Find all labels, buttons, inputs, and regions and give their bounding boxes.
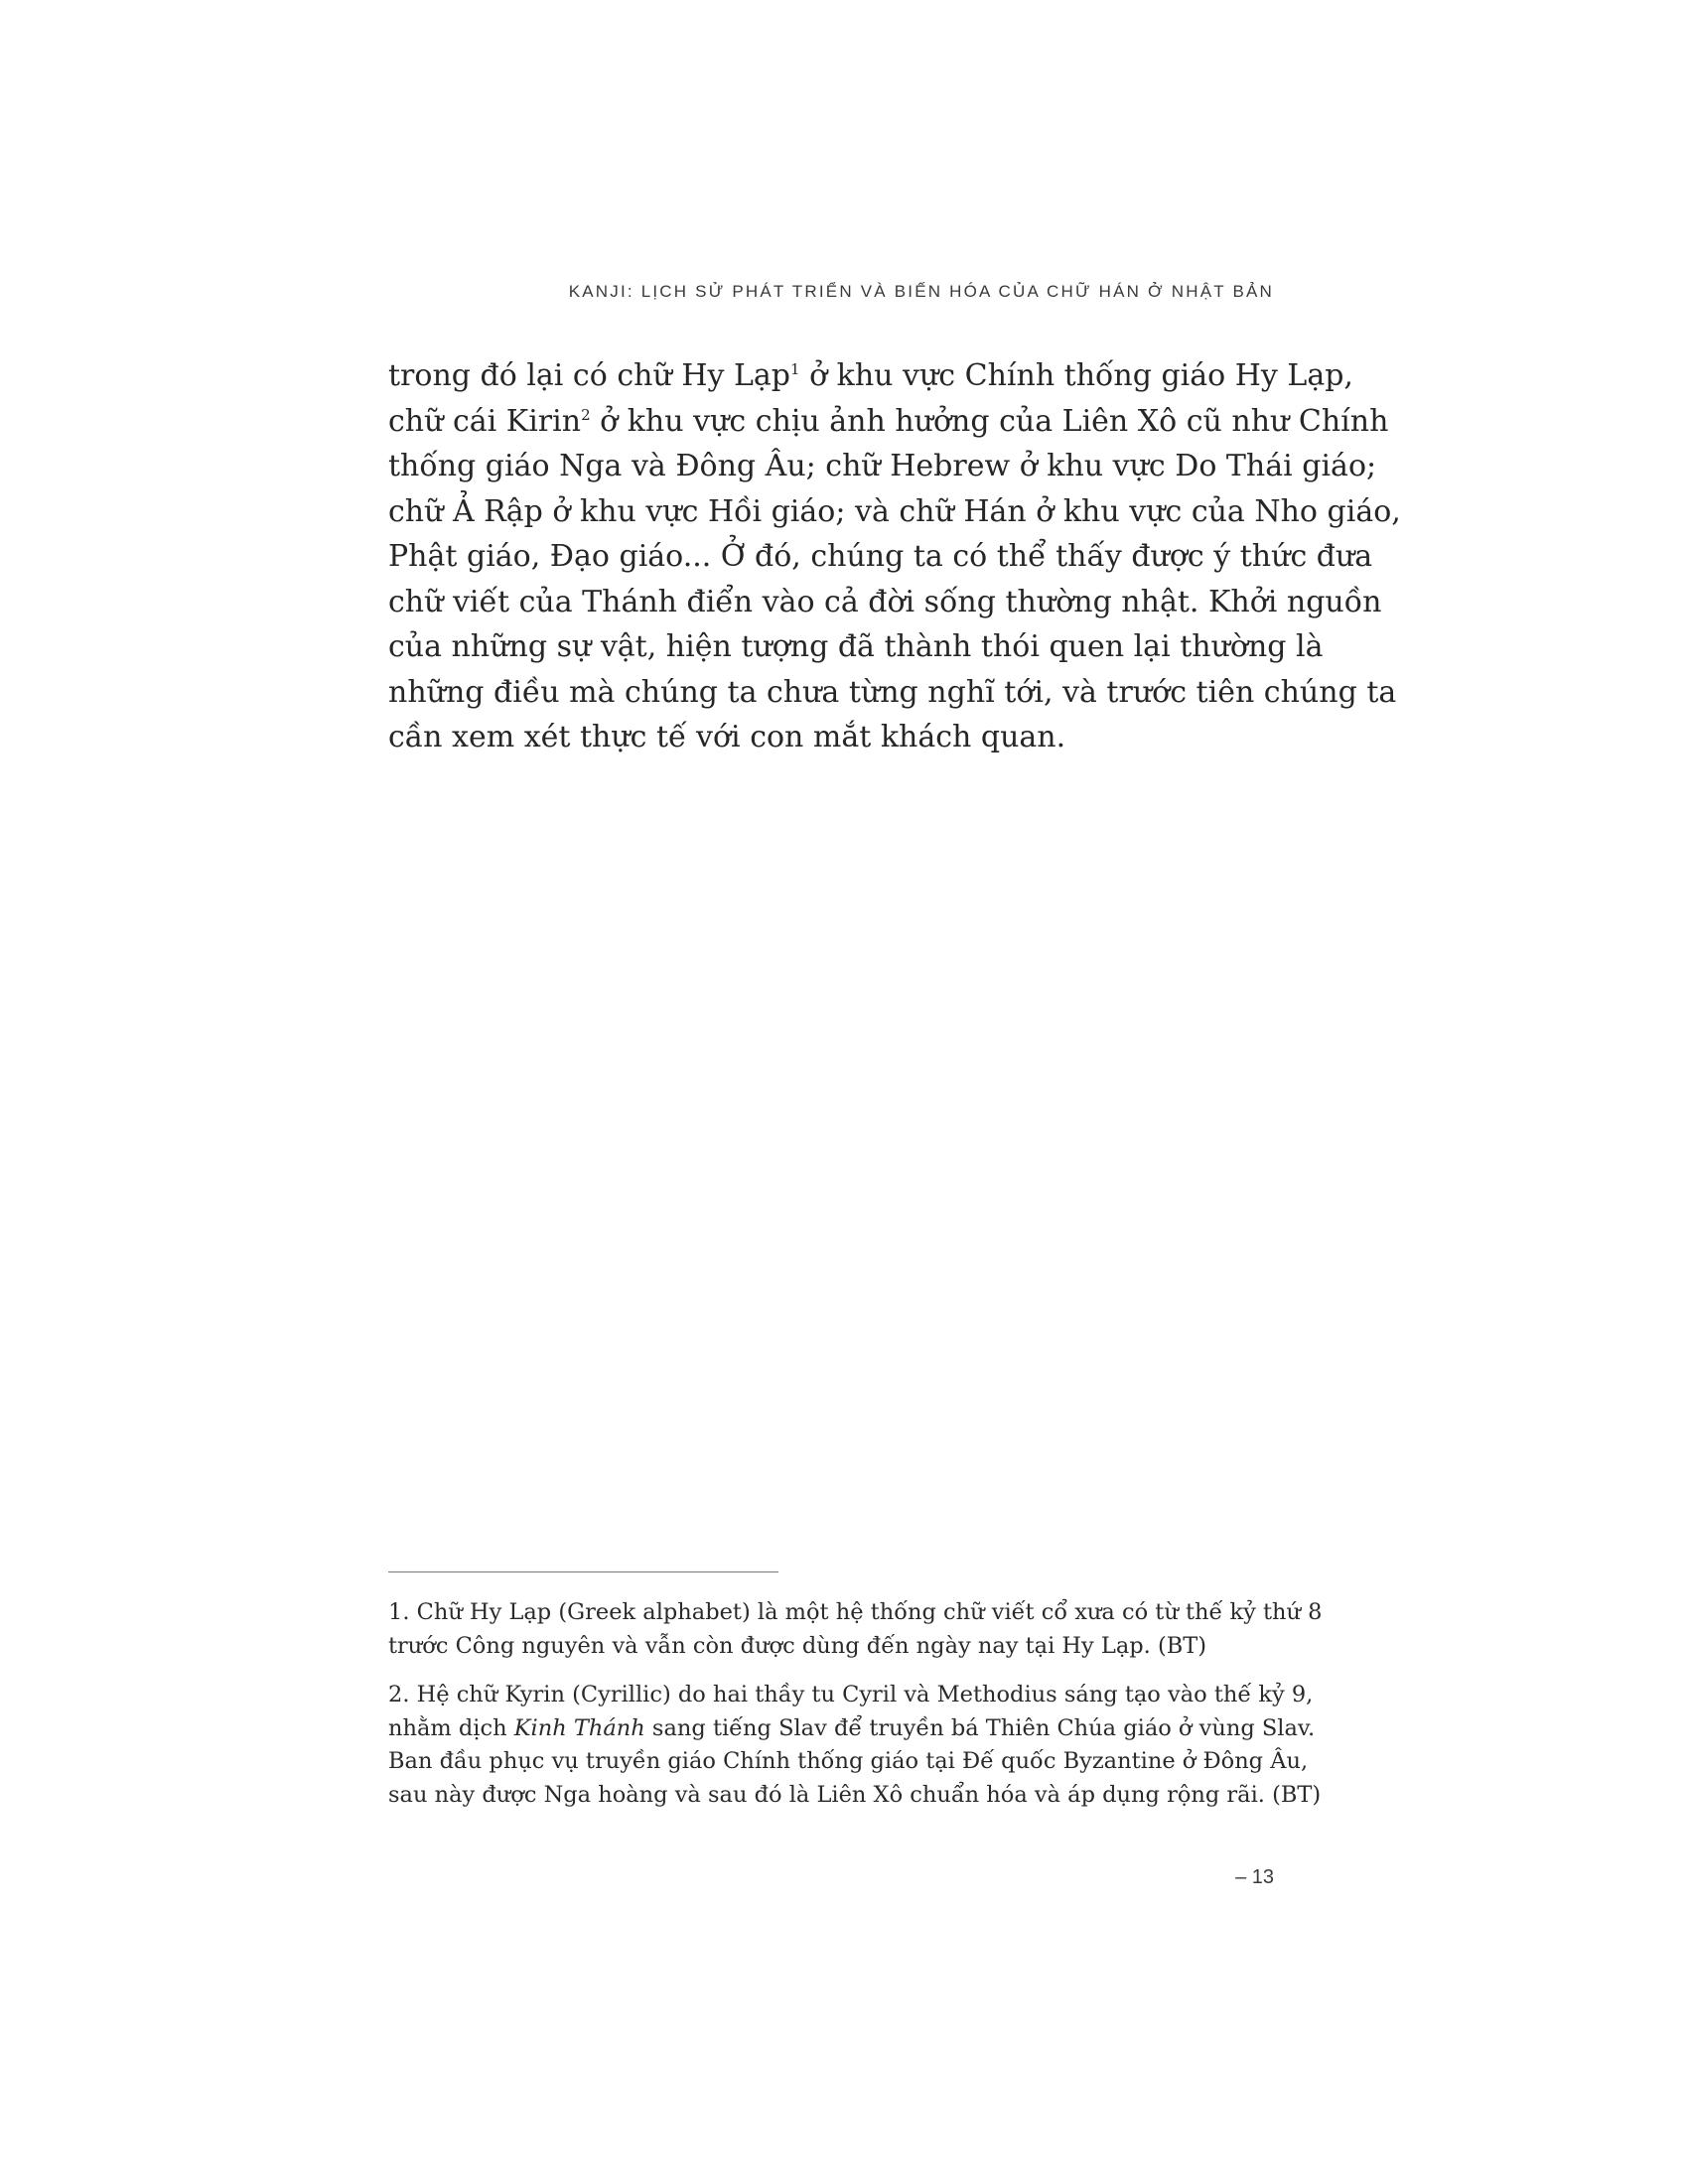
- body-line: thống giáo Nga và Đông Âu; chữ Hebrew ở khu vực Do Thái giáo;: [388, 449, 1377, 483]
- footnote-line: Ban đầu phục vụ truyền giáo Chính thống giáo tại Đế quốc Byzantine ở Đông Âu,: [388, 1748, 1309, 1774]
- page-number: – 13: [1235, 1866, 1274, 1888]
- body-line: chữ Ả Rập ở khu vực Hồi giáo; và chữ Hán ở khu vực của Nho giáo,: [388, 493, 1401, 529]
- footnote-ref-1[interactable]: 1: [789, 360, 800, 378]
- body-line: những điều mà chúng ta chưa từng nghĩ tới, và trước tiên chúng ta: [388, 674, 1397, 710]
- book-title-italic: Kinh Thánh: [513, 1714, 645, 1741]
- body-line: trong đó lại có chữ Hy Lạp$^1$ ở khu vực Chính thống giáo Hy Lạp,: [388, 358, 1353, 393]
- footnote-line: nhằm dịch Kinh Thánh sang tiếng Slav để truyền bá Thiên Chúa giáo ở vùng Slav.: [388, 1714, 1316, 1741]
- footnote-divider: [388, 1571, 778, 1572]
- footnote-ref-2[interactable]: 2: [581, 405, 591, 424]
- footnotes: [388, 1596, 1323, 1828]
- footnote-line: trước Công nguyên và vẫn còn được dùng đến ngày nay tại Hy Lạp. (BT): [388, 1632, 1207, 1659]
- footnote-2: [388, 1679, 1322, 1812]
- body-line: của những sự vật, hiện tượng đã thành thói quen lại thường là: [388, 629, 1324, 664]
- running-header: KANJI: LỊCH SỬ PHÁT TRIỂN VÀ BIẾN HÓA CỦA CHỮ HÁN Ở NHẬT BẢN: [568, 282, 1274, 301]
- footnote-line: 2. Hệ chữ Kyrin (Cyrillic) do hai thầy tu Cyril và Methodius sáng tạo vào thế kỷ 9,: [388, 1682, 1314, 1707]
- body-line: cần xem xét thực tế với con mắt khách quan.: [388, 720, 1066, 754]
- footnote-line: sau này được Nga hoàng và sau đó là Liên Xô chuẩn hóa và áp dụng rộng rãi. (BT): [388, 1781, 1322, 1808]
- body-line: chữ viết của Thánh điển vào cả đời sống thường nhật. Khởi nguồn: [388, 584, 1382, 619]
- body-line: Phật giáo, Đạo giáo... Ở đó, chúng ta có thể thấy được ý thức đưa: [388, 539, 1373, 574]
- body-paragraph: [388, 353, 1401, 760]
- footnote-line: 1. Chữ Hy Lạp (Greek alphabet) là một hệ thống chữ viết cổ xưa có từ thế kỷ thứ 8: [388, 1599, 1323, 1625]
- footnote-1: [388, 1596, 1323, 1663]
- body-line: chữ cái Kirin$^2$ ở khu vực chịu ảnh hưởng của Liên Xô cũ như Chính: [388, 403, 1389, 439]
